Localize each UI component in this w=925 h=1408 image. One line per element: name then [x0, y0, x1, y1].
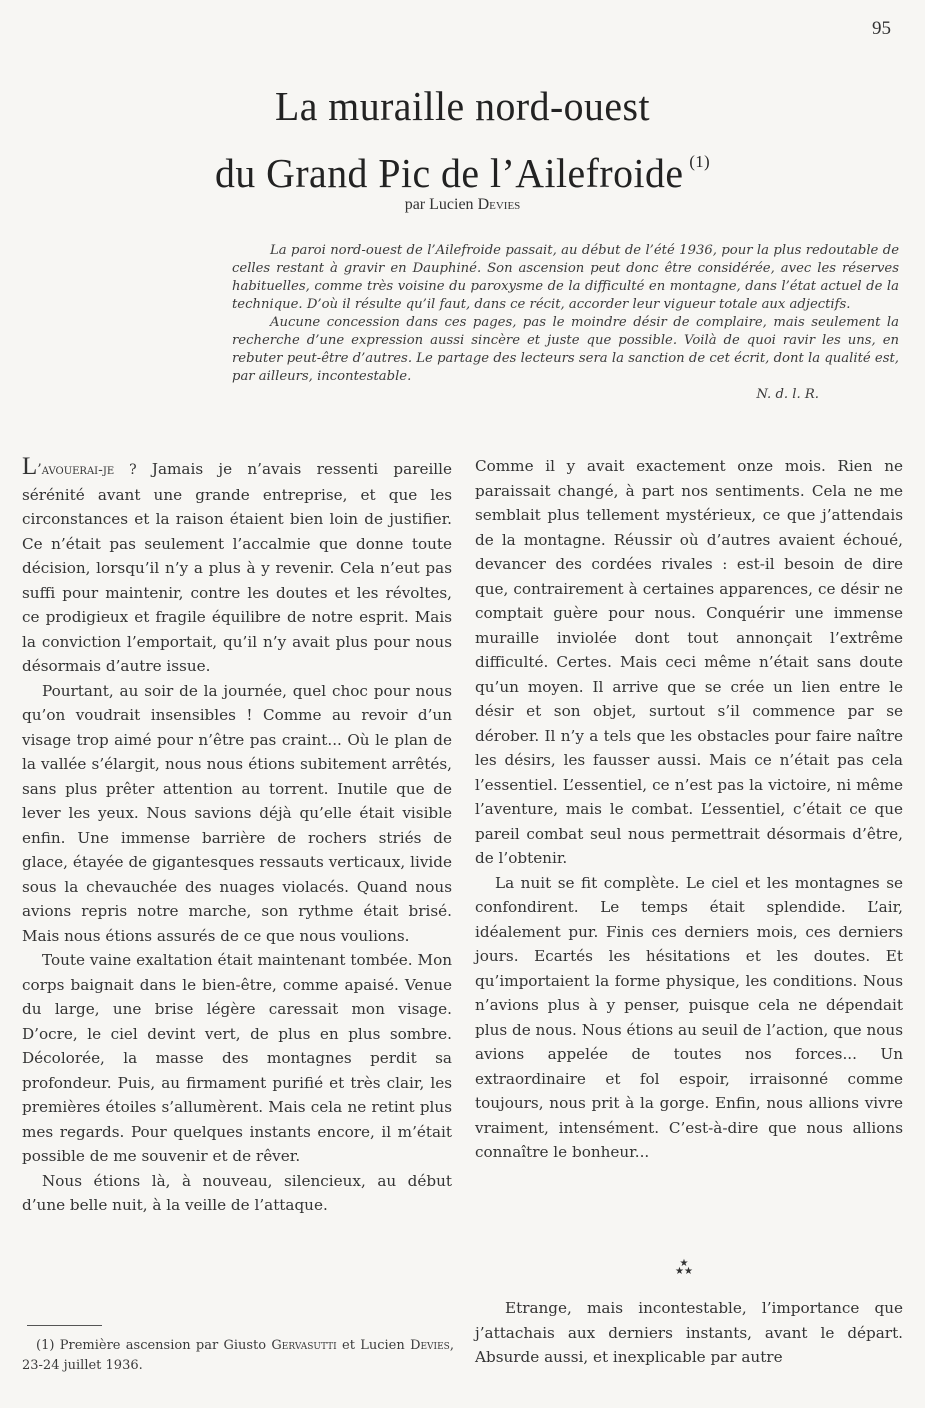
editorial-signature: N. d. l. R. — [756, 387, 819, 402]
title-line-2 — [14, 134, 911, 201]
footnote-text-part: , 23-24 juillet 1936. — [22, 1338, 454, 1373]
title-line-2-text: du Grand Pic de l’Ailefroide — [214, 150, 684, 196]
byline — [0, 196, 925, 214]
body-paragraph: Toute vaine exaltation était maintenant tombée. Mon corps baignait dans le bien-être, comme apaisé. Venue du large, une brise légère caressait mon visage. D’ocre, le ciel devint vert, de plus en plus sombre. Décolorée, la masse des montagnes perdit sa profondeur. Puis, au firmament purifié et très clair, les premières étoiles s’allumèrent. Mais cela ne retint plus mes regards. Pour quelques instants encore, il m’était possible de me souvenir et de rêver. — [22, 951, 452, 1165]
body-column-right — [475, 454, 903, 1165]
body-column-right-continued — [475, 1296, 903, 1370]
title-footnote-mark[interactable]: (1) — [689, 152, 711, 171]
drop-cap: L — [22, 453, 38, 480]
body-paragraph: Pourtant, au soir de la journée, quel choc pour nous qu’on voudrait insensibles ! Comme au revoir d’un visage trop aimé pour n’être pas craint... Où le plan de la vallée s’élargit, nous nous étions subitement arrêtés, sans plus prêter attention au torrent. Inutile que de lever les yeux. Nous savions déjà qu’elle était visible enfin. Une immense barrière de rochers striés de glace, étayée de gigantesques ressauts verticaux, livide sous la chevauchée des nuages violacés. Quand nous avions repris notre marche, son rythme était brisé. Mais nous étions assurés de ce que nous voulions. — [22, 681, 452, 945]
body-paragraph: Comme il y avait exactement onze mois. Rien ne paraissait changé, à part nos sentiments. Cela ne me semblait plus tellement mystérieux, ce que j’attendais de la montagne. Réussir où d’autres avaient échoué, devancer des cordées rivales : est-il besoin de dire que, contrairement à certaines apparences, ce désir ne comptait guère pour nous. Conquérir une immense muraille inviolée dont tout annonçait l’extrême difficulté. Certes. Mais ceci même n’était sans doute qu’un moyen. Il arrive que se crée un lien entre le désir et son objet, surtout s’il commence par se dérober. Il n’y a tels que les obstacles pour faire naître les désirs, les fausser aussi. Mais ce n’était pas cela l’essentiel. L’essentiel, ce n’est pas la victoire, ni même l’aventure, mais le combat. L’essentiel, c’était ce que pareil combat seul nous permettrait désormais d’être, de l’obtenir. — [475, 457, 903, 867]
section-break-asterism — [675, 1260, 693, 1276]
body-paragraph — [22, 454, 452, 679]
lead-in-caps: ’avouerai-je ? — [37, 462, 137, 478]
intro-paragraph: La paroi nord-ouest de l’Ailefroide passait, au début de l’été 1936, pour la plus redoutable de celles restant à gravir en Dauphiné. Son ascension peut donc être considérée, avec les réserves habituelles, comme très voisine du paroxysme de la difficulté en montagne, dans l’état actuel de la technique. D’où il résulte qu’il faut, dans ce récit, accorder leur vigueur totale aux adjectifs. — [232, 243, 899, 312]
footnote-text-part: Première ascension par Giusto — [59, 1338, 267, 1353]
star-icon: ★★ — [675, 1266, 693, 1277]
article-title — [14, 78, 911, 201]
footnote-mark: (1) — [36, 1338, 55, 1353]
byline-prefix: par Lucien — [404, 196, 474, 213]
page-number: 95 — [872, 18, 891, 39]
paragraph-text: Jamais je n’avais ressenti pareille sérénité avant une grande entreprise, et que les circonstances et la raison étaient bien loin de justifier. Ce n’était pas seulement l’accalmie que donne toute décision, lorsqu’il n’y a plus à y revenir. Cela n’eut pas suffi pour maintenir, contre les doutes et les révoltes, ce prodigieux et fragile équilibre de notre esprit. Mais la conviction l’emportait, qu’il n’y avait plus pour nous désormais d’autre issue. — [22, 460, 453, 675]
footnote-divider — [27, 1325, 102, 1326]
footnote-name-devies: Devies — [410, 1338, 450, 1353]
footnote-text — [22, 1336, 454, 1376]
star-icon: ★ — [679, 1258, 689, 1269]
footnote-name-gervasutti: Gervasutti — [271, 1338, 337, 1353]
body-paragraph: Nous étions là, à nouveau, silencieux, au début d’une belle nuit, à la veille de l’attaque. — [22, 1171, 452, 1214]
byline-surname: Devies — [477, 196, 521, 213]
title-line-1: La muraille nord-ouest — [274, 83, 651, 129]
editorial-intro — [232, 242, 899, 404]
body-paragraph: La nuit se fit complète. Le ciel et les montagnes se confondirent. Le temps était splendide. L’air, idéalement pur. Finis ces derniers mois, ces derniers jours. Ecartés les hésitations et les doutes. Et qu’importaient la forme physique, les conditions. Nous n’avions plus à y penser, puisque cela ne dépendait plus de nous. Nous étions au seuil de l’action, que nous avions appelée de toutes nos forces... Un extraordinaire et fol espoir, irraisonné comme toujours, nous prit à la gorge. Enfin, nous allions vivre vraiment, intensément. C’est-à-dire que nous allions connaître le bonheur... — [475, 873, 903, 1161]
footnote — [22, 1336, 454, 1376]
footnote-text-part: et Lucien — [342, 1338, 405, 1353]
body-paragraph: Etrange, mais incontestable, l’importance que j’attachais aux derniers instants, avant le départ. Absurde aussi, et inexplicable par autre — [475, 1299, 903, 1366]
body-column-left — [22, 454, 452, 1218]
intro-paragraph: Aucune concession dans ces pages, pas le moindre désir de complaire, mais seulement la recherche d’une expression aussi sincère et juste que possible. Voilà de quoi ravir les uns, en rebuter peut-être d’autres. Le partage des lecteurs sera la sanction de cet écrit, dont la qualité est, par ailleurs, incontestable. — [232, 315, 899, 384]
